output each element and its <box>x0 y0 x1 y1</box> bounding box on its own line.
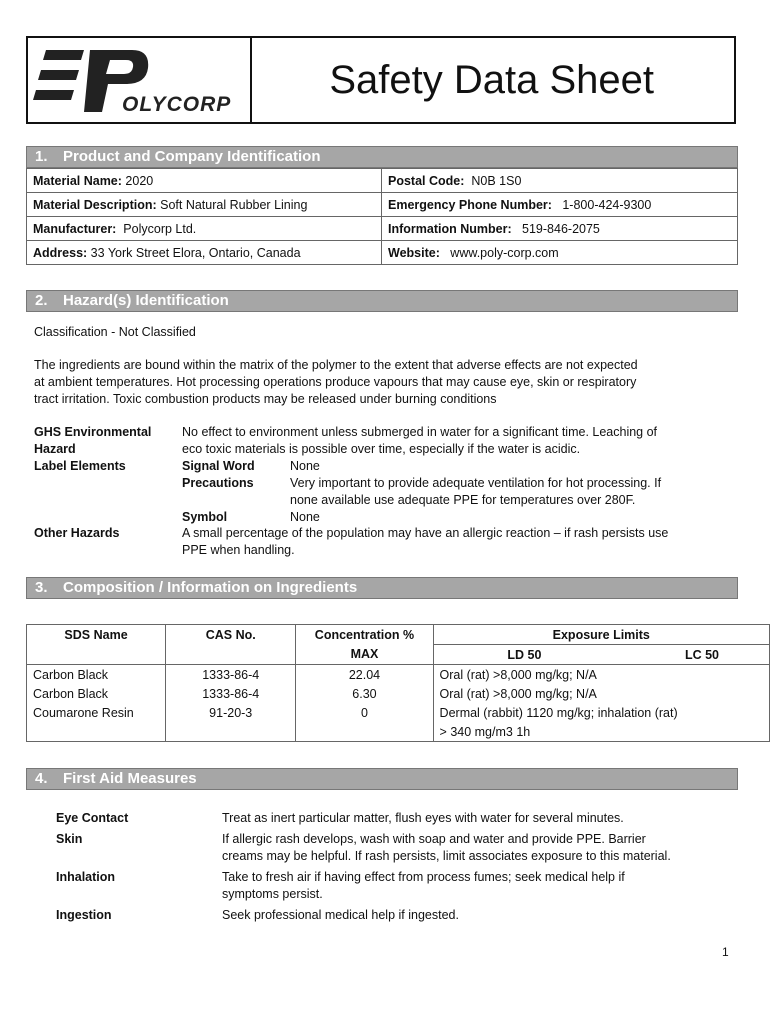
field-label: Postal Code: <box>388 173 465 188</box>
precautions-label: Precautions <box>182 476 254 490</box>
section-3-header <box>26 577 738 599</box>
section-number: 1. <box>35 148 48 165</box>
signal-word-value: None <box>290 459 320 473</box>
ingestion-label: Ingestion <box>56 908 112 922</box>
section-number: 2. <box>35 292 48 309</box>
table-row <box>27 169 738 193</box>
precautions-text: Very important to provide adequate ventilation for hot processing. If none available use adequate PPE for temperatures over 280F. <box>290 476 662 507</box>
exposure-limit-continued: > 340 mg/m3 1h <box>433 722 769 742</box>
section-number: 4. <box>35 770 48 787</box>
column-header: SDS Name <box>27 625 166 645</box>
table-row <box>27 665 770 685</box>
concentration: 6.30 <box>296 684 433 703</box>
field-label: Material Description: <box>33 197 157 212</box>
skin-text: If allergic rash develops, wash with soap and water and provide PPE. Barrier creams may be helpful. If rash persists, limit associates exposure to this material. <box>222 832 671 863</box>
inhalation-text: Take to fresh air if having effect from process fumes; seek medical help if symptoms persist. <box>222 870 625 901</box>
cas-number: 1333-86-4 <box>166 684 296 703</box>
table-row <box>27 241 738 265</box>
section-1-header <box>26 146 738 168</box>
classification-text: Classification - Not Classified <box>34 325 196 339</box>
title-cell <box>252 38 734 122</box>
field-label: Address: <box>33 245 88 260</box>
field-label: Emergency Phone Number: <box>388 197 552 212</box>
field-value: N0B 1S0 <box>471 173 522 188</box>
table-row <box>27 703 770 722</box>
field-value: 519-846-2075 <box>522 221 600 236</box>
signal-word-label: Signal Word <box>182 459 255 473</box>
cas-number: 91-20-3 <box>166 703 296 722</box>
column-header: CAS No. <box>166 625 296 645</box>
svg-text:OLYCORP: OLYCORP <box>122 93 232 116</box>
table-row <box>27 193 738 217</box>
field-value: 1-800-424-9300 <box>562 197 652 212</box>
concentration: 0 <box>296 703 433 722</box>
hazard-paragraph: The ingredients are bound within the matrix of the polymer to the extent that adverse effects are not expected at ambient temperatures. Hot processing operations produce vapours that may cause eye, skin or respiratory tract irritation. Toxic combustion products may be released under burning conditions <box>34 358 638 406</box>
field-label: Manufacturer: <box>33 221 117 236</box>
symbol-label: Symbol <box>182 510 228 524</box>
cas-number: 1333-86-4 <box>166 665 296 685</box>
polycorp-logo <box>28 38 252 122</box>
column-header: LC 50 <box>591 645 769 665</box>
table-header-row <box>27 645 770 665</box>
field-label: Website: <box>388 245 440 260</box>
ingredient-name: Coumarone Resin <box>27 703 166 722</box>
ingredients-table <box>26 624 770 742</box>
field-value: www.poly-corp.com <box>450 245 559 260</box>
section-title: Composition / Information on Ingredients <box>63 579 358 596</box>
identification-table <box>26 168 738 265</box>
skin-label: Skin <box>56 832 83 846</box>
field-label: Material Name: <box>33 173 122 188</box>
field-value: Polycorp Ltd. <box>123 221 197 236</box>
table-row <box>27 217 738 241</box>
table-row <box>27 684 770 703</box>
concentration: 22.04 <box>296 665 433 685</box>
field-value: 33 York Street Elora, Ontario, Canada <box>90 245 301 260</box>
exposure-limit: Oral (rat) >8,000 mg/kg; N/A <box>433 665 769 685</box>
exposure-limit: Oral (rat) >8,000 mg/kg; N/A <box>433 684 769 703</box>
section-number: 3. <box>35 579 48 596</box>
column-header: Exposure Limits <box>433 625 769 645</box>
section-4-header <box>26 768 738 790</box>
table-row <box>27 722 770 742</box>
field-value: 2020 <box>125 173 154 188</box>
ghs-text: No effect to environment unless submerged in water for a significant time. Leaching of eco toxic materials is possible over time, especially if the water is acidic. <box>182 425 658 456</box>
table-header-row <box>27 625 770 645</box>
eye-contact-label: Eye Contact <box>56 811 129 825</box>
field-label: Information Number: <box>388 221 512 236</box>
symbol-value: None <box>290 510 320 524</box>
section-title: Hazard(s) Identification <box>63 292 229 309</box>
column-header: LD 50 <box>433 645 591 665</box>
ingredient-name: Carbon Black <box>27 665 166 685</box>
section-2-header <box>26 290 738 312</box>
ingestion-text: Seek professional medical help if ingested. <box>222 908 459 922</box>
column-header: MAX <box>296 645 433 665</box>
field-value: Soft Natural Rubber Lining <box>160 197 308 212</box>
column-header: Concentration % <box>296 625 433 645</box>
eye-contact-text: Treat as inert particular matter, flush eyes with water for several minutes. <box>222 811 624 825</box>
logo-mark-icon <box>28 38 246 122</box>
section-title: Product and Company Identification <box>63 148 321 165</box>
document-title: Safety Data Sheet <box>329 57 654 102</box>
ingredient-name: Carbon Black <box>27 684 166 703</box>
page-number: 1 <box>722 945 729 959</box>
exposure-limit: Dermal (rabbit) 1120 mg/kg; inhalation (rat) <box>433 703 769 722</box>
inhalation-label: Inhalation <box>56 870 116 884</box>
section-title: First Aid Measures <box>63 770 197 787</box>
ghs-label: GHS Environmental Hazard Label Elements <box>34 425 152 473</box>
other-hazards-label: Other Hazards <box>34 526 120 540</box>
other-hazards-text: A small percentage of the population may have an allergic reaction – if rash persists use PPE when handling. <box>182 526 669 557</box>
document-header <box>26 36 736 124</box>
